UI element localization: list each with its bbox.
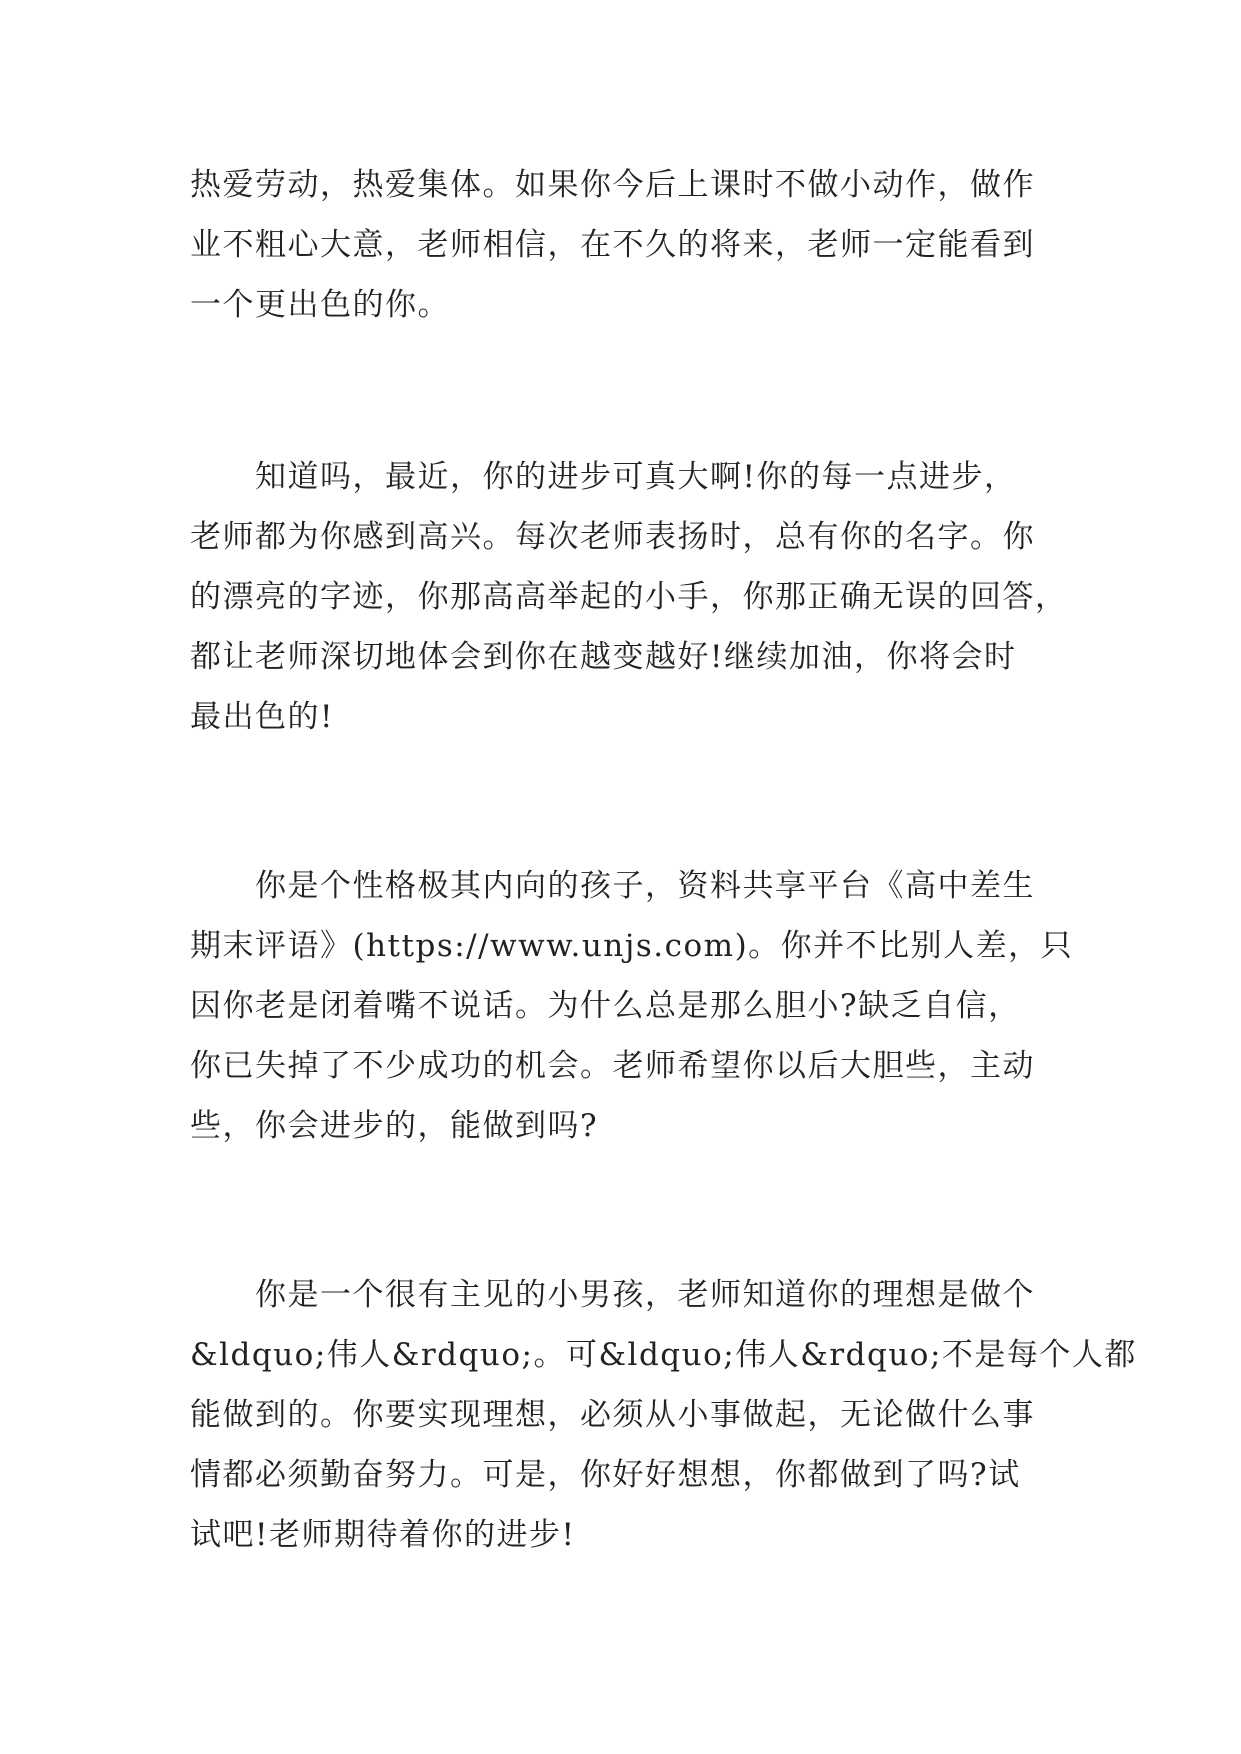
text-line: 业不粗心大意，老师相信，在不久的将来，老师一定能看到 [190,227,1035,263]
text-line: 你已失掉了不少成功的机会。老师希望你以后大胆些，主动 [190,1048,1035,1084]
text-line: 最出色的! [190,699,334,735]
text-line: 试吧!老师期待着你的进步! [190,1517,576,1553]
text-line: 情都必须勤奋努力。可是，你好好想想，你都做到了吗?试 [190,1457,1021,1493]
text-line: 能做到的。你要实现理想，必须从小事做起，无论做什么事 [190,1397,1035,1433]
text-line: 因你老是闭着嘴不说话。为什么总是那么胆小?缺乏自信， [190,988,1021,1024]
text-line: 热爱劳动，热爱集体。如果你今后上课时不做小动作，做作 [190,167,1035,203]
text-line: 你是个性格极其内向的孩子，资料共享平台《高中差生 [190,868,1035,904]
paragraph [190,447,1068,747]
text-line: 都让老师深切地体会到你在越变越好!继续加油，你将会时 [190,639,1017,675]
paragraph [190,1265,1137,1565]
text-line: 知道吗，最近，你的进步可真大啊!你的每一点进步， [190,459,1017,495]
text-line: 老师都为你感到高兴。每次老师表扬时，总有你的名字。你 [190,519,1035,555]
text-line: 些，你会进步的，能做到吗? [190,1108,599,1144]
paragraph [190,856,1074,1156]
text-line: &ldquo;伟人&rdquo;。可&ldquo;伟人&rdquo;不是每个人都 [190,1337,1137,1373]
text-line: 期末评语》(https://www.unjs.com)。你并不比别人差，只 [190,928,1074,964]
paragraph [190,155,1060,335]
text-line: 一个更出色的你。 [190,287,450,323]
text-line: 的漂亮的字迹，你那高高举起的小手，你那正确无误的回答， [190,579,1068,615]
text-line: 你是一个很有主见的小男孩，老师知道你的理想是做个 [190,1277,1035,1313]
